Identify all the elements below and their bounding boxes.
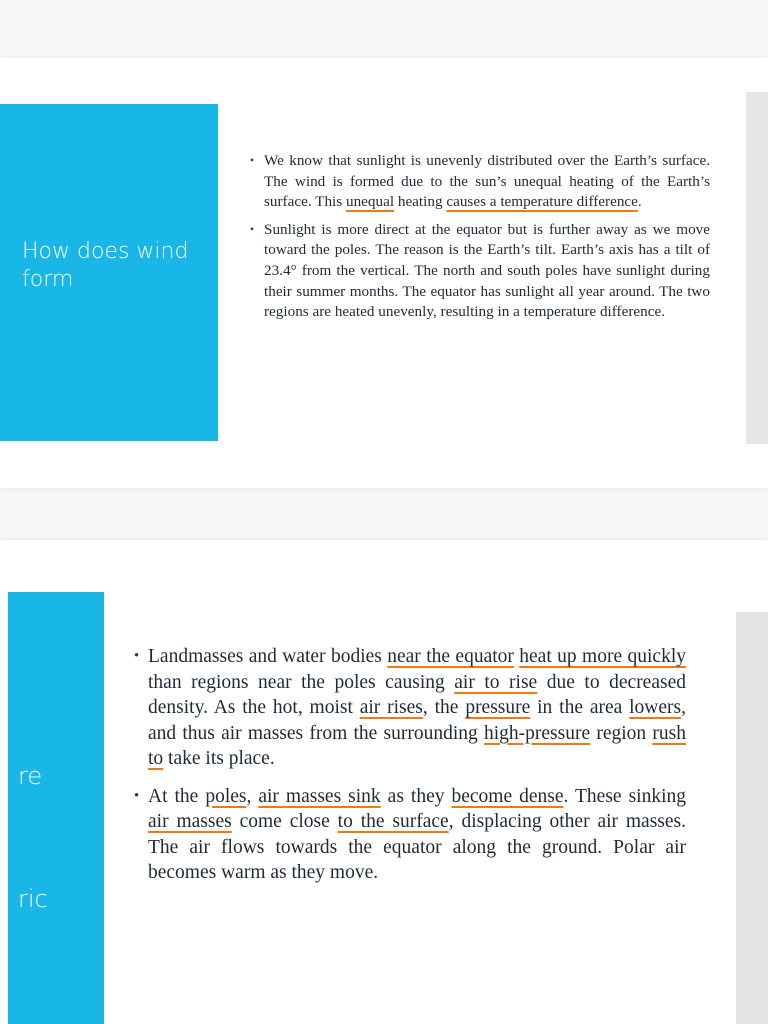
title-panel (8, 592, 104, 1024)
bullet-item (134, 784, 686, 886)
underlined-phrase: lowers (629, 697, 682, 718)
bullet-text: . (637, 193, 642, 211)
underlined-phrase: poles (205, 785, 247, 807)
bullet-text: , displacing other air masses. The air flows towards the equator along the ground. Polar air becomes warm as they move. (148, 811, 687, 883)
underlined-phrase: rush to (148, 722, 686, 769)
bullet-list (134, 644, 686, 898)
bullet-text: Sunlight is more direct at the equator but is further away as we move toward the poles. The reason is the Earth’s tilt. Earth’s axis has a tilt of 23.4° from the vertical. The north and south poles have sunlight during their summer months. The equator has sunlight all year around. The two regions are heated unevenly, resulting in a temperature difference. (264, 220, 710, 321)
bullet-text: , (246, 785, 259, 807)
slide-title: How does wind form (22, 239, 189, 292)
title-panel (0, 104, 218, 441)
bullet-text: come close (231, 811, 338, 832)
bullet-item (250, 151, 710, 213)
bullet-text: heating (394, 193, 447, 211)
underlined-phrase: pressure (465, 697, 531, 718)
bullet-text: . These sinking (563, 785, 686, 807)
underlined-phrase: near the equator (387, 646, 514, 667)
bullet-text: , and thus air masses from the surrounding (148, 697, 687, 744)
underlined-phrase: air rises (359, 697, 423, 718)
bullet-text: We know that sunlight is unevenly distributed over the Earth’s surface. The wind is formed due to the sun’s unequal heating of the Earth’s surface. This (264, 152, 710, 211)
bullet-text: region (590, 722, 653, 744)
bullet-text: as they (380, 785, 452, 807)
slide-title-fragment: re (18, 762, 43, 790)
bullet-text: Landmasses and water bodies (148, 646, 388, 667)
bullet-text: At the (148, 785, 206, 807)
underlined-phrase: causes a temperature difference (446, 193, 638, 211)
slide-title-fragment: ric (18, 885, 48, 913)
underlined-phrase: heat up more quickly (519, 646, 686, 667)
slide-pressure-differences (0, 540, 768, 1024)
slide-how-does-wind-form (0, 58, 768, 488)
bullet-text: due to decreased density. As the hot, moist (148, 671, 686, 718)
underlined-phrase: air to rise (454, 671, 538, 693)
bullet-text: , the (422, 697, 466, 718)
next-slide-edge (736, 612, 768, 1024)
bullet-text: in the area (530, 697, 630, 718)
bullet-text: take its place. (163, 748, 275, 769)
underlined-phrase: become dense (451, 785, 564, 807)
underlined-phrase: high-pressure (484, 722, 591, 744)
underlined-phrase: air masses sink (258, 785, 381, 807)
bullet-text: than regions near the poles causing (148, 671, 455, 693)
next-slide-edge (746, 92, 768, 444)
underlined-phrase: air masses (148, 811, 232, 832)
underlined-phrase: unequal (345, 193, 395, 211)
bullet-list (250, 151, 710, 330)
bullet-item (250, 220, 710, 323)
underlined-phrase: to the surface (337, 811, 449, 832)
bullet-item (134, 644, 686, 772)
